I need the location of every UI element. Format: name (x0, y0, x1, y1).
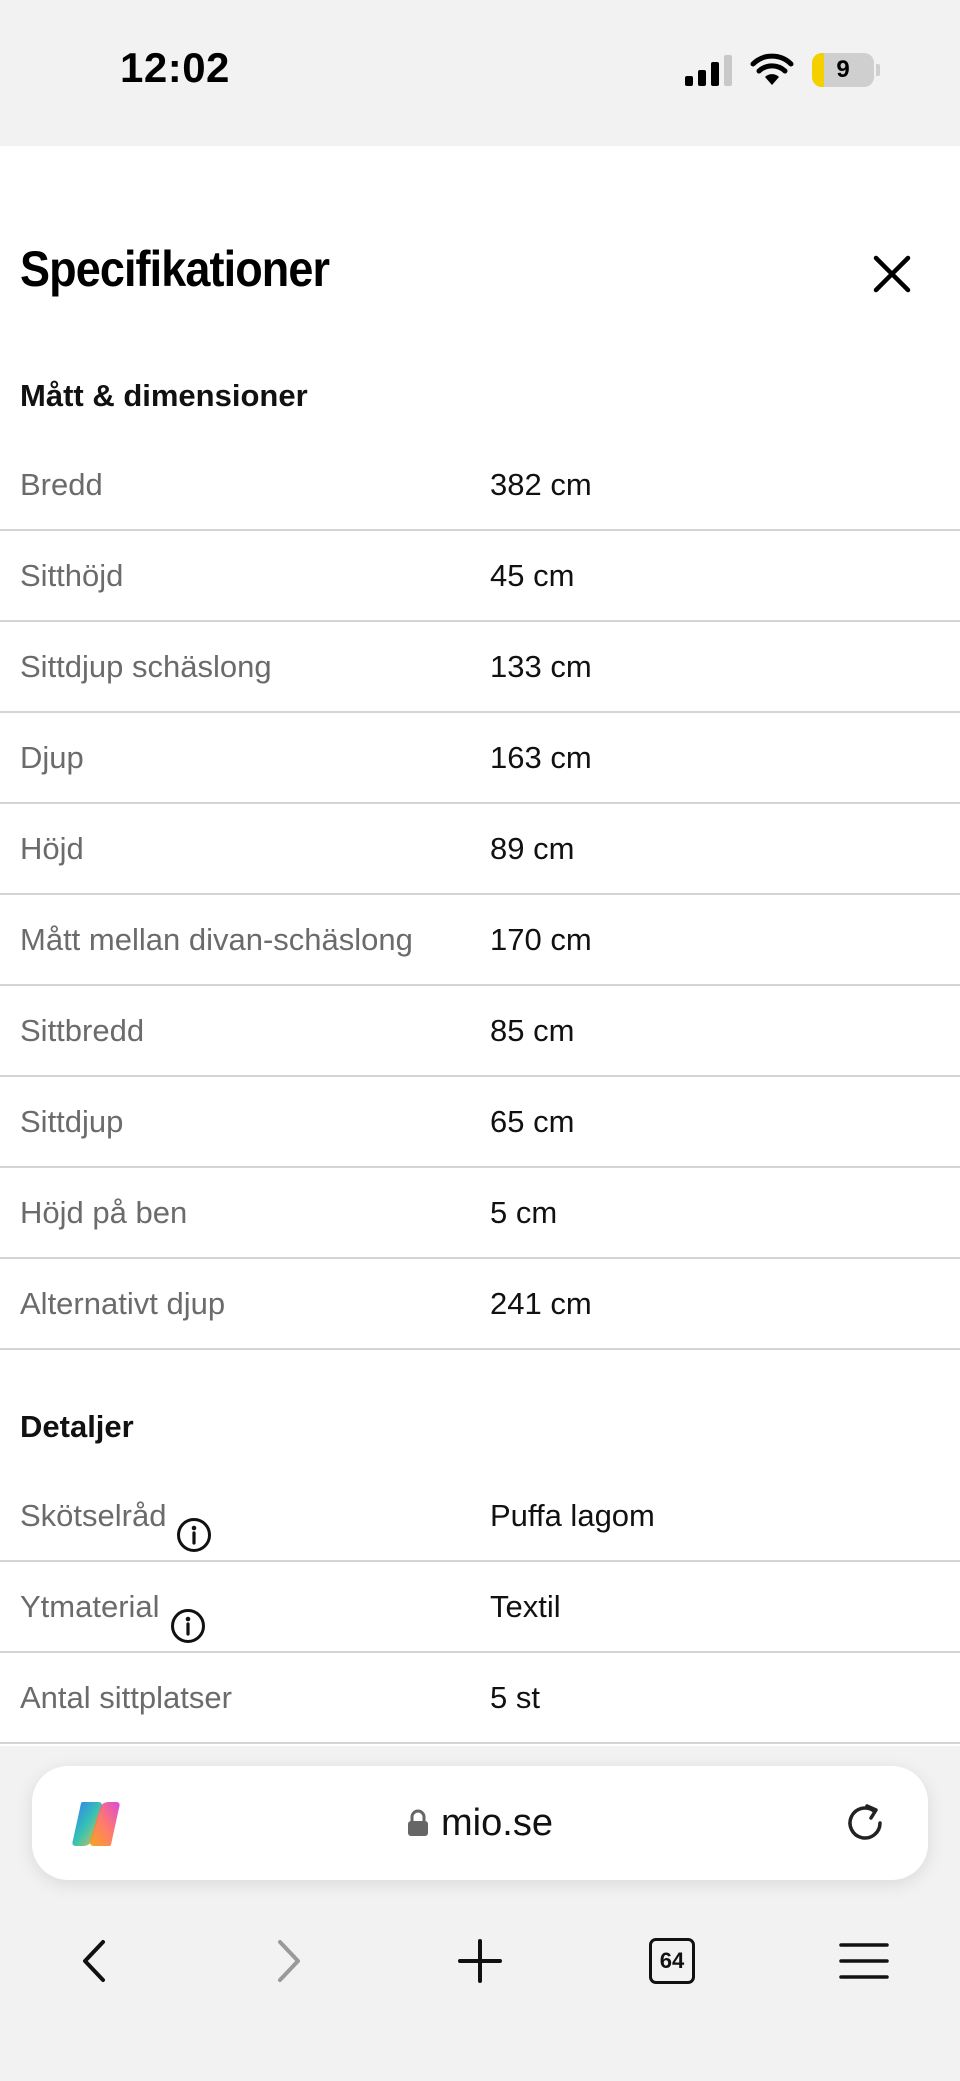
tabs-button[interactable] (627, 1916, 717, 2006)
spec-value: 382 cm (490, 467, 592, 502)
spec-value: Textil (490, 1589, 561, 1624)
spec-label (20, 713, 84, 802)
spec-label (20, 1077, 123, 1166)
spec-label-text: Djup (20, 740, 84, 775)
spec-label-text: Sittdjup schäslong (20, 649, 272, 684)
spec-row (0, 713, 960, 804)
spec-value: 133 cm (490, 649, 592, 684)
section-heading-details: Detaljer (20, 1409, 134, 1444)
spec-value: 163 cm (490, 740, 592, 775)
status-icons (685, 52, 880, 88)
spec-row (0, 531, 960, 622)
browser-chrome (0, 1746, 960, 2081)
spec-label (20, 1471, 212, 1560)
details-list (0, 1471, 960, 1744)
spec-row (0, 1471, 960, 1562)
spec-row (0, 622, 960, 713)
spec-label-text: Bredd (20, 467, 103, 502)
url-text[interactable]: mio.se (441, 1801, 553, 1844)
spec-label (20, 895, 413, 984)
spec-label (20, 1259, 225, 1348)
spec-row (0, 1653, 960, 1744)
spec-label (20, 986, 144, 1075)
browser-toolbar (0, 1916, 960, 2006)
back-button[interactable] (49, 1916, 139, 2006)
forward-button[interactable] (244, 1916, 334, 2006)
spec-label-text: Alternativt djup (20, 1286, 226, 1321)
spec-label-text: Skötselråd (20, 1498, 167, 1533)
spec-row (0, 895, 960, 986)
spec-label-text: Mått mellan divan-schäslong (20, 922, 413, 957)
spec-label-text: Sitthöjd (20, 558, 124, 593)
spec-label-text: Sittdjup (20, 1104, 124, 1139)
spec-label (20, 440, 103, 529)
spec-label-text: Höjd (20, 831, 84, 866)
forward-icon (274, 1938, 304, 1984)
new-tab-button[interactable] (435, 1916, 525, 2006)
spec-row (0, 804, 960, 895)
spec-label (20, 622, 272, 711)
spec-value: 170 cm (490, 922, 592, 957)
battery-level: 9 (836, 56, 850, 83)
menu-button[interactable] (819, 1916, 909, 2006)
spec-row (0, 1259, 960, 1350)
spec-value: Puffa lagom (490, 1498, 655, 1533)
spec-value: 5 cm (490, 1195, 558, 1230)
spec-value: 45 cm (490, 558, 575, 593)
spec-row (0, 440, 960, 531)
spec-row (0, 1168, 960, 1259)
tabs-icon: 64 (649, 1938, 695, 1984)
section-heading-dimensions: Mått & dimensioner (20, 378, 308, 413)
spec-label (20, 1562, 206, 1651)
new-tab-icon (457, 1938, 503, 1984)
reload-icon[interactable] (840, 1798, 890, 1848)
spec-label (20, 1653, 232, 1742)
spec-row (0, 1077, 960, 1168)
address-bar[interactable] (32, 1766, 928, 1880)
spec-label (20, 1168, 187, 1257)
page-title: Specifikationer (20, 241, 330, 297)
info-icon[interactable] (176, 1498, 212, 1534)
cellular-signal-icon (685, 54, 732, 86)
spec-value: 5 st (490, 1680, 540, 1715)
close-button[interactable] (866, 248, 918, 300)
back-icon (79, 1938, 109, 1984)
dimensions-list (0, 440, 960, 1350)
spec-value: 65 cm (490, 1104, 575, 1139)
spec-value: 241 cm (490, 1286, 592, 1321)
spec-label-text: Ytmaterial (20, 1589, 160, 1624)
spec-label-text: Antal sittplatser (20, 1680, 232, 1715)
wifi-icon (750, 53, 794, 87)
spec-label-text: Sittbredd (20, 1013, 145, 1048)
menu-icon (839, 1942, 889, 1980)
lock-icon (407, 1809, 429, 1837)
spec-label (20, 531, 123, 620)
spec-label-text: Höjd på ben (20, 1195, 188, 1230)
spec-value: 85 cm (490, 1013, 575, 1048)
info-icon[interactable] (170, 1589, 206, 1625)
status-bar (0, 0, 960, 146)
spec-label (20, 804, 84, 893)
status-time: 12:02 (120, 44, 230, 91)
spec-row (0, 1562, 960, 1653)
spec-row (0, 986, 960, 1077)
spec-value: 89 cm (490, 831, 575, 866)
battery-icon (812, 53, 874, 87)
close-icon (872, 254, 912, 294)
